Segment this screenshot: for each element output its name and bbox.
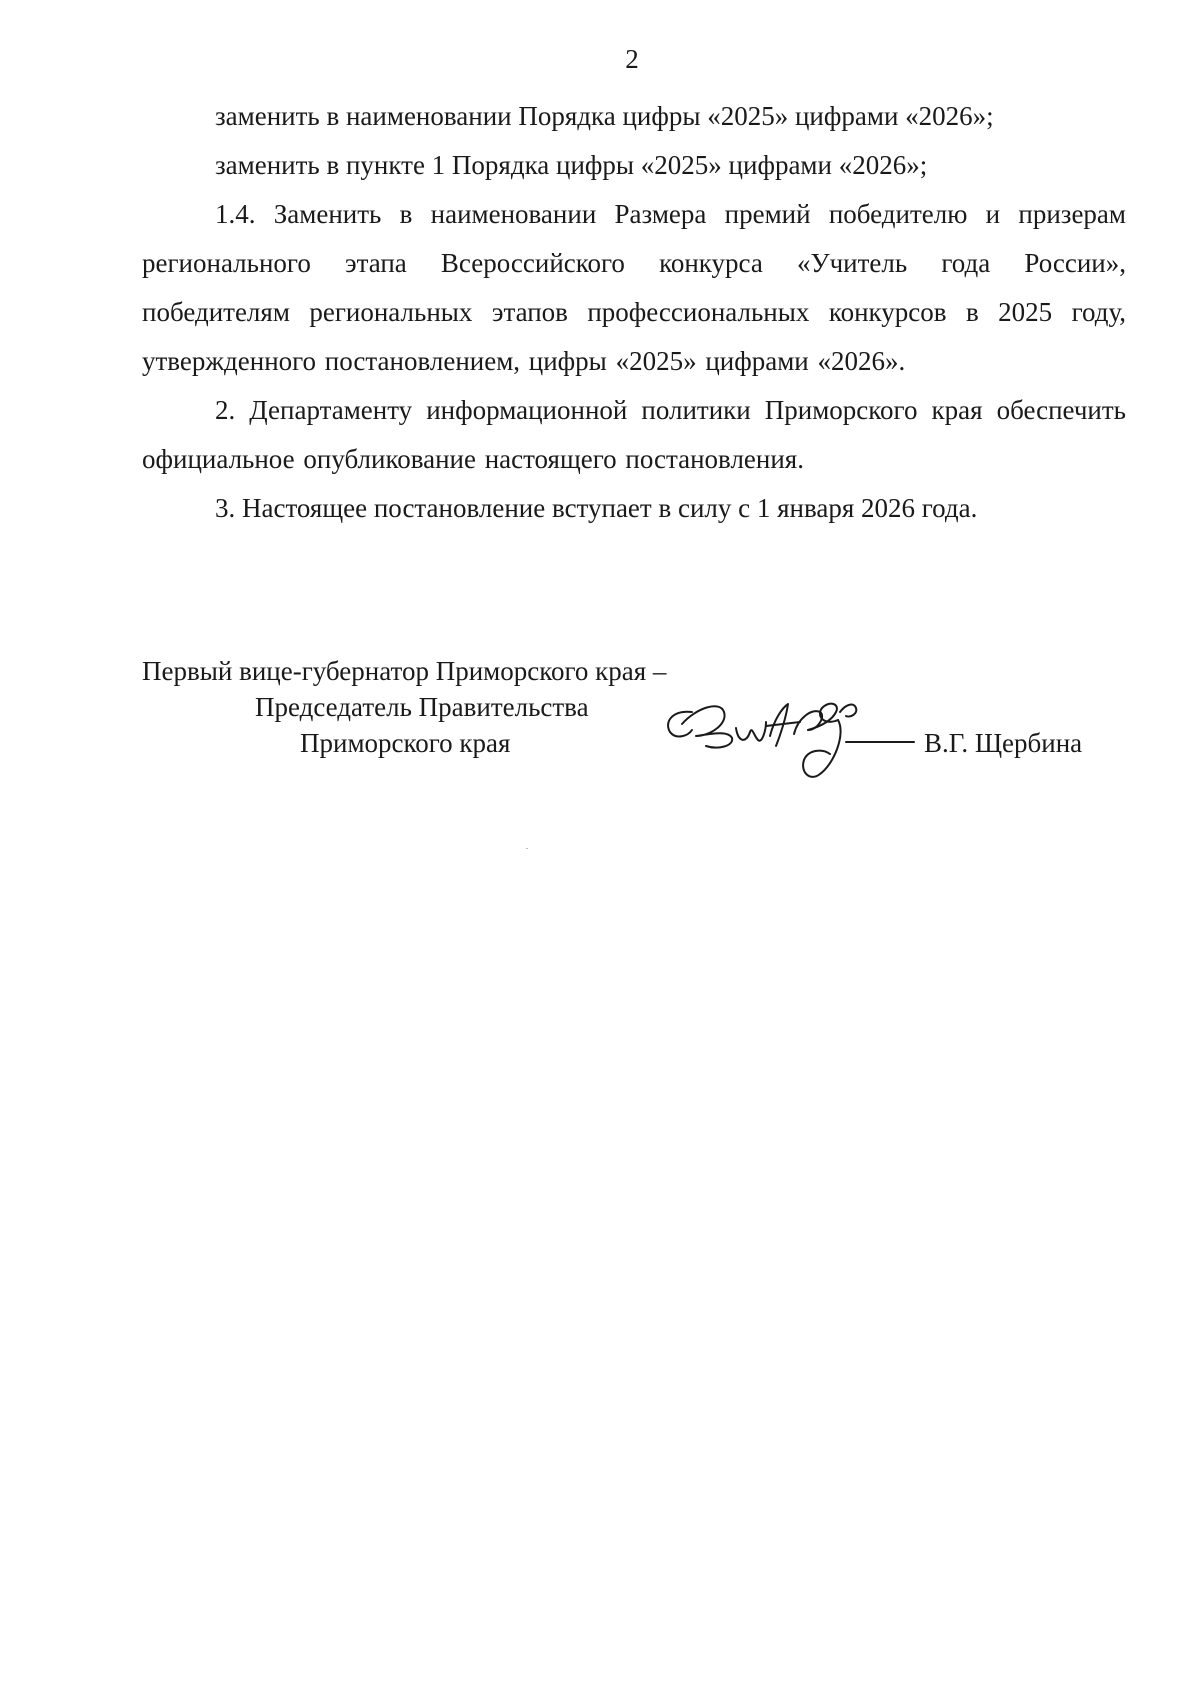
position-line-3: Приморского края [300,728,511,758]
paragraph-replace-title: заменить в наименовании Порядка цифры «2025» цифрами «2026»; [215,101,994,131]
document-body [142,92,1126,533]
signer-name: В.Г. Щербина [924,728,1083,758]
handwritten-signature [662,690,922,800]
paragraph-1-4: 1.4. Заменить в наименовании Размера премий победителю и призерам регионального этапа Всероссийского конкурса «Учитель года России», победителям региональных этапов профессиональных конкурсов в 2025 году, утвержденного постановлением, цифры «2025» цифрами «2026». [142,199,1126,376]
signatory-position [142,653,666,761]
position-line-2: Председатель Правительства [255,692,589,722]
page-number: 2 [625,44,639,74]
paragraph-2: 2. Департаменту информационной политики Приморского края обеспечить официальное опубликование настоящего постановления. [142,395,1126,474]
scan-speck [526,848,528,849]
paragraph-replace-item-1: заменить в пункте 1 Порядка цифры «2025» цифрами «2026»; [215,150,928,180]
position-line-1: Первый вице-губернатор Приморского края – [142,656,667,686]
paragraph-3: 3. Настоящее постановление вступает в силу с 1 января 2026 года. [215,493,978,523]
